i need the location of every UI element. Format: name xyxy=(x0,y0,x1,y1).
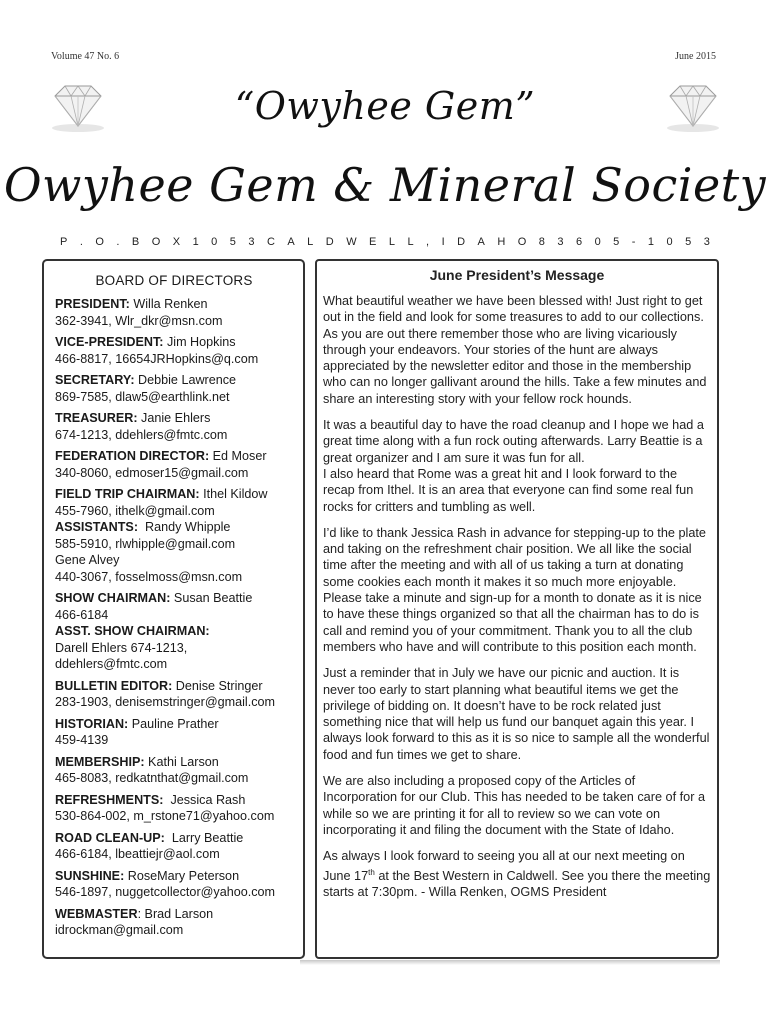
address-character: 3 xyxy=(557,236,564,248)
address-character: A xyxy=(287,236,295,248)
director-role: BULLETIN EDITOR: xyxy=(55,678,173,693)
director-role: MEMBERSHIP: xyxy=(55,754,145,769)
director-role: SECRETARY: xyxy=(55,373,135,387)
director-role: HISTORIAN: xyxy=(55,716,129,731)
director-role: ASSISTANTS: xyxy=(55,520,139,534)
message-heading: June President’s Message xyxy=(429,267,605,283)
director-entry xyxy=(55,296,293,329)
ordinal-suffix: th xyxy=(368,867,375,877)
newsletter-title: “Owyhee Gem” xyxy=(234,84,536,128)
director-entry xyxy=(55,906,293,939)
director-role: ROAD CLEAN-UP: xyxy=(55,830,165,845)
address-character: 8 xyxy=(538,236,545,248)
director-contact: 546-1897, nuggetcollector@yahoo.com xyxy=(55,885,276,899)
mailing-address xyxy=(60,236,710,248)
address-character: 0 xyxy=(211,236,218,248)
director-role-line xyxy=(55,754,293,771)
address-character: 5 xyxy=(229,236,236,248)
director-role-line xyxy=(55,623,293,640)
director-name: RoseMary Peterson xyxy=(124,868,240,883)
message-paragraph: I’d like to thank Jessica Rash in advance for stepping-up to the plate and taking on the refreshment chair position. We all like the social time after the meeting and with all of us taking a turn at donating some cookies each month it makes it so much more enjoyable. Please take a minute and sign-up for a month to donate as it is nice to have these things organized so that all the chairman has to do is call and remind you of your commitment. Thank you to all the club members who have and will contribute to this position each month. xyxy=(323,525,706,654)
director-role-line xyxy=(55,792,293,809)
board-entries xyxy=(55,296,293,939)
address-character: X xyxy=(172,236,181,248)
director-contact: 440-3067, fosselmoss@msn.com xyxy=(55,569,243,584)
director-contact: ddehlers@fmtc.com xyxy=(55,657,168,671)
message-paragraph: It was a beautiful day to have the road cleanup and I hope we had a great time along with a fun rock outing afterwards. Larry Beattie is a great organizer and I am sure it was fun for all. xyxy=(323,418,704,465)
director-name: Debbie Lawrence xyxy=(134,373,237,387)
director-name: Larry Beattie xyxy=(164,830,244,845)
director-name: Jessica Rash xyxy=(163,792,246,807)
director-role: VICE-PRESIDENT: xyxy=(55,335,164,349)
address-character: C xyxy=(266,236,275,248)
issue-date: June 2015 xyxy=(675,51,716,62)
director-role-line xyxy=(55,519,293,536)
director-role: TREASURER: xyxy=(55,411,138,425)
address-character: 1 xyxy=(647,236,655,248)
director-contact: 455-7960, ithelk@gmail.com xyxy=(55,503,215,518)
director-role: WEBMASTER xyxy=(55,906,138,921)
presidents-message-box xyxy=(315,259,719,959)
director-contact: 362-3941, Wlr_dkr@msn.com xyxy=(55,313,223,328)
message-paragraph: I also heard that Rome was a great hit and I look forward to the recap from Ithel. It is an area that everyone can find some real fun rocks for critters and tumbling as well. xyxy=(323,466,694,514)
director-name: Ithel Kildow xyxy=(199,487,268,501)
director-contact: 459-4139 xyxy=(55,733,109,747)
director-role-line xyxy=(55,590,293,607)
director-entry xyxy=(55,830,293,863)
director-role: FIELD TRIP CHAIRMAN: xyxy=(55,487,200,501)
director-entry xyxy=(55,792,293,825)
director-entry xyxy=(55,486,293,519)
message-paragraph: We are also including a proposed copy of the Articles of Incorporation for our Club. This has needed to be taken care of for a while so we are printing it for all to review so we can vote on incorporating it and filing the document with the State of Idaho. xyxy=(323,774,706,837)
director-entry xyxy=(55,334,293,367)
address-character: B xyxy=(131,236,140,248)
address-character: H xyxy=(497,236,506,248)
director-name: Randy Whipple xyxy=(138,520,231,534)
director-role-line xyxy=(55,410,293,427)
director-role: FEDERATION DIRECTOR: xyxy=(55,449,210,463)
director-entry xyxy=(55,716,293,749)
director-name: Pauline Prather xyxy=(128,716,219,731)
director-contact: 283-1903, denisemstringer@gmail.com xyxy=(55,695,275,709)
director-name: Janie Ehlers xyxy=(137,411,211,425)
director-entry xyxy=(55,868,293,901)
director-name: : Brad Larson xyxy=(137,906,214,921)
director-name: Ed Moser xyxy=(209,449,267,463)
address-character: O xyxy=(517,236,527,248)
address-character: . xyxy=(79,236,83,248)
message-body xyxy=(323,293,711,838)
director-entry xyxy=(55,754,293,787)
address-character: L xyxy=(407,236,414,248)
address-character: W xyxy=(346,236,357,248)
address-character: L xyxy=(388,236,395,248)
director-entry xyxy=(55,410,293,443)
message-paragraph: Just a reminder that in July we have our picnic and auction. It is never too early to start planning what beautiful items we get the privilege of bidding on. It doesn’t have to be rock related just something nice that will help us fund our banquet again this year. I always look forward to this as it is so nice to sample all the wonderful food and fun times we get to share. xyxy=(323,666,710,762)
director-role: SUNSHINE: xyxy=(55,868,125,883)
address-character: 1 xyxy=(192,236,199,248)
society-name: Owyhee Gem & Mineral Society xyxy=(3,158,767,212)
director-role-line xyxy=(55,678,293,695)
director-contact: 466-6184 xyxy=(55,607,109,622)
message-paragraph xyxy=(323,848,711,900)
director-entry xyxy=(55,590,293,623)
address-character: 5 xyxy=(685,236,692,248)
director-role-line xyxy=(55,906,293,923)
director-contact: 585-5910, rlwhipple@gmail.com xyxy=(55,536,236,551)
message-text: at the Best Western in Caldwell. See you there the meeting starts at 7:30pm. - Willa Renken, OGMS President xyxy=(323,868,711,900)
address-character: E xyxy=(369,236,377,248)
address-character: - xyxy=(631,236,636,248)
director-entry xyxy=(55,678,293,711)
director-role: REFRESHMENTS: xyxy=(55,792,164,807)
director-name: Denise Stringer xyxy=(172,678,263,693)
address-character: . xyxy=(116,236,120,248)
address-character: 6 xyxy=(575,236,583,248)
director-contact: 340-8060, edmoser15@gmail.com xyxy=(55,465,249,480)
address-character: D xyxy=(325,236,334,248)
address-character: A xyxy=(477,236,485,248)
address-character: I xyxy=(441,236,445,248)
address-character: 0 xyxy=(666,236,673,248)
director-role-line xyxy=(55,334,293,351)
director-role-line xyxy=(55,448,293,465)
director-role: SHOW CHAIRMAN: xyxy=(55,591,171,605)
director-contact: 465-8083, redkatnthat@gmail.com xyxy=(55,771,249,785)
director-contact: 869-7585, dlaw5@earthlink.net xyxy=(55,389,230,404)
director-contact: 466-6184, lbeattiejr@aol.com xyxy=(55,847,220,861)
address-character: O xyxy=(95,236,104,248)
director-role: PRESIDENT: xyxy=(55,297,130,311)
director-name: Jim Hopkins xyxy=(163,335,236,349)
director-contact: idrockman@gmail.com xyxy=(55,923,184,937)
director-role-line xyxy=(55,830,293,847)
director-role-line xyxy=(55,486,293,503)
director-entry xyxy=(55,372,293,405)
director-name: Kathi Larson xyxy=(144,754,219,769)
address-character: , xyxy=(426,236,430,248)
director-role-line xyxy=(55,296,293,313)
director-role-line xyxy=(55,868,293,885)
message-paragraph: What beautiful weather we have been blessed with! Just right to get out in the field and look for some treasures to add to our collections. As you are out there remember those who are living vicariously through your endeavors. Your stories of the hunt are always appreciated by the newsletter editor and those in the membership who can no longer gallivant around the hills. Take a few minutes and share an interesting story with your fellow rock hounds. xyxy=(323,294,707,406)
board-heading: BOARD OF DIRECTORS xyxy=(95,273,253,288)
director-contact: Gene Alvey xyxy=(55,553,120,567)
director-contact: Darell Ehlers 674-1213, xyxy=(55,640,188,655)
director-name: Willa Renken xyxy=(129,297,208,311)
address-character: P xyxy=(60,236,68,248)
director-entry xyxy=(55,623,293,673)
director-contact: 530-864-002, m_rstone71@yahoo.com xyxy=(55,809,275,823)
address-character: 0 xyxy=(594,236,601,248)
director-contact: 466-8817, 16654JRHopkins@q.com xyxy=(55,351,259,366)
address-character: D xyxy=(457,236,466,248)
address-character: 5 xyxy=(613,236,620,248)
director-role: ASST. SHOW CHAIRMAN: xyxy=(55,624,210,638)
address-character: O xyxy=(151,236,161,248)
message-text: As always I look forward to seeing you all at our next meeting on June 17 xyxy=(323,849,685,883)
volume-number: Volume 47 No. 6 xyxy=(51,51,120,62)
board-of-directors-box xyxy=(42,259,305,959)
director-entry xyxy=(55,519,293,585)
address-character: L xyxy=(307,236,314,248)
box-shadow xyxy=(300,960,720,965)
address-character: 3 xyxy=(703,236,710,248)
director-name: Susan Beattie xyxy=(170,591,253,605)
director-contact: 674-1213, ddehlers@fmtc.com xyxy=(55,427,228,442)
director-role-line xyxy=(55,716,293,733)
director-role-line xyxy=(55,372,293,389)
address-character: 3 xyxy=(248,236,255,248)
director-entry xyxy=(55,448,293,481)
